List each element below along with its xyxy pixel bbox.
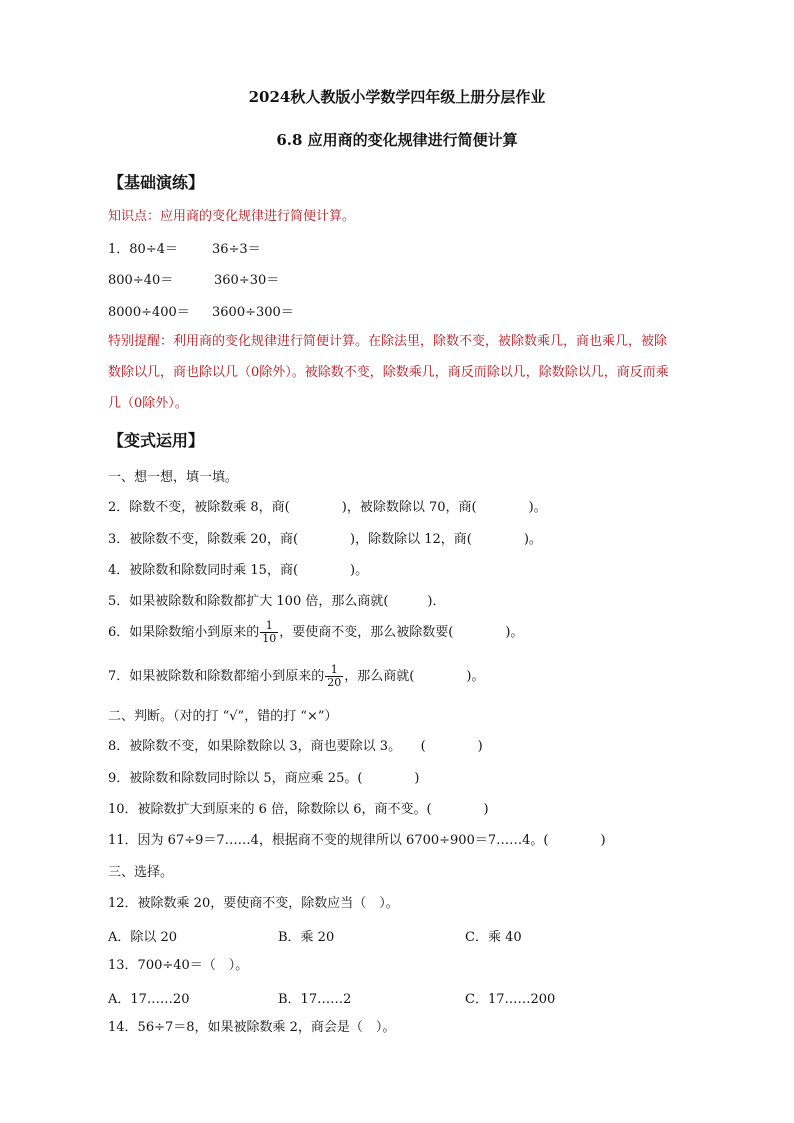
- question-13-option-b: B．17……2: [278, 992, 352, 1007]
- question-6-suffix: ，要使商不变，那么被除数要( )。: [279, 625, 524, 640]
- question-4: 4．被除数和除数同时乘 15，商( )。: [108, 563, 369, 578]
- question-7: [108, 664, 484, 690]
- fraction-denominator: 10: [262, 632, 277, 645]
- tip-line-1: 特别提醒：利用商的变化规律进行简便计算。在除法里，除数不变，被除数乘几，商也乘几，被除: [108, 334, 668, 349]
- worksheet-title: 2024秋人教版小学数学四年级上册分层作业: [248, 88, 546, 106]
- question-5: 5．如果被除数和除数都扩大 100 倍，那么商就( )．: [108, 594, 446, 609]
- question-11: 11．因为 67÷9＝7……4，根据商不变的规律所以 6700÷900＝7……4。( ): [108, 833, 606, 848]
- question-12-option-a: A．除以 20: [108, 930, 178, 945]
- knowledge-point: 知识点：应用商的变化规律进行简便计算。: [108, 209, 356, 224]
- question-2: 2．除数不变，被除数乘 8，商( )，被除数除以 70，商( )。: [108, 500, 547, 515]
- q1-expr-d: 360÷30＝: [214, 273, 280, 288]
- variant-section-heading: 【变式运用】: [108, 431, 205, 450]
- question-13-option-c: C．17……200: [465, 992, 556, 1007]
- fraction-one-tenth: [260, 620, 278, 645]
- fraction-one-twentieth: [325, 664, 343, 689]
- fraction-denominator: 20: [327, 676, 342, 689]
- question-9: 9．被除数和除数同时除以 5，商应乘 25。( ): [108, 771, 420, 786]
- fraction-numerator: 1: [265, 619, 273, 632]
- part2-heading: 二、判断。（对的打 “√”，错的打 “×”）: [108, 709, 338, 724]
- question-12-option-b: B．乘 20: [278, 930, 335, 945]
- part3-heading: 三、选择。: [108, 865, 174, 880]
- question-7-prefix: 7．如果被除数和除数都缩小到原来的: [108, 669, 325, 684]
- q1-expr-c: 800÷40＝: [108, 273, 174, 288]
- q1-expr-f: 3600÷300＝: [212, 305, 294, 320]
- question-8: 8．被除数不变，如果除数除以 3，商也要除以 3。 ( ): [108, 739, 483, 754]
- question-6: [108, 620, 523, 646]
- question-3: 3．被除数不变，除数乘 20，商( )，除数除以 12，商( )。: [108, 532, 542, 547]
- question-14: 14．56÷7＝8，如果被除数乘 2，商会是（ ）。: [108, 1020, 396, 1035]
- tip-line-3: 几（0除外）。: [108, 396, 188, 411]
- lesson-title: 6.8 应用商的变化规律进行简便计算: [276, 131, 518, 149]
- question-13-option-a: A．17……20: [108, 992, 190, 1007]
- question-7-suffix: ，那么商就( )。: [344, 669, 485, 684]
- q1-expr-b: 36÷3＝: [212, 242, 261, 257]
- question-12-option-c: C．乘 40: [465, 930, 522, 945]
- question-10: 10．被除数扩大到原来的 6 倍，除数除以 6，商不变。( ): [108, 802, 489, 817]
- part1-heading: 一、想一想，填一填。: [108, 470, 239, 485]
- basic-section-heading: 【基础演练】: [108, 173, 205, 192]
- question-13: 13．700÷40＝（ ）。: [108, 958, 249, 973]
- tip-line-2: 数除以几，商也除以几（0除外）。被除数不变，除数乘几，商反而除以几，除数除以几，商反而乘: [108, 365, 669, 380]
- fraction-numerator: 1: [330, 663, 338, 676]
- q1-expr-a: 1．80÷4＝: [108, 242, 178, 257]
- q1-expr-e: 8000÷400＝: [108, 305, 190, 320]
- question-6-prefix: 6．如果除数缩小到原来的: [108, 625, 260, 640]
- question-12: 12．被除数乘 20，要使商不变，除数应当（ ）。: [108, 896, 399, 911]
